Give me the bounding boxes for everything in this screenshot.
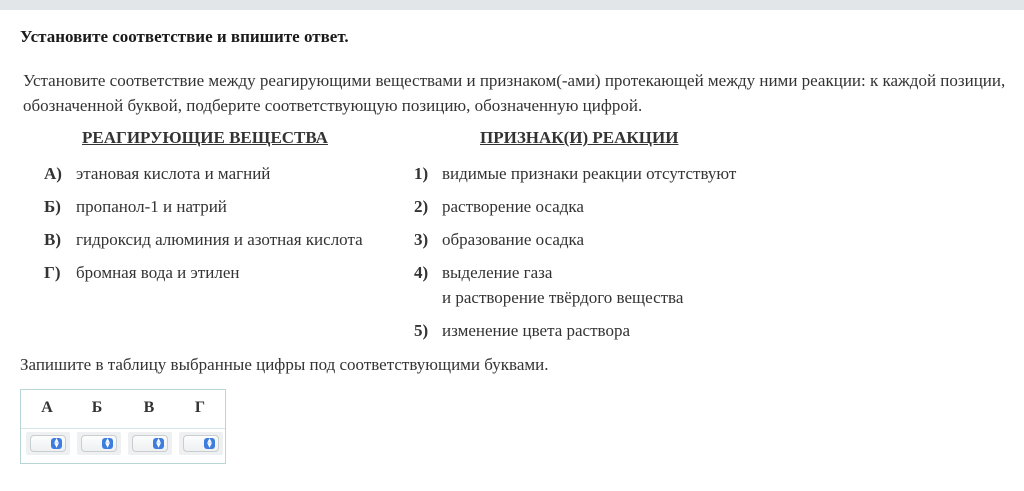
left-item-text: бромная вода и этилен xyxy=(76,263,240,282)
answer-table-divider xyxy=(21,428,225,429)
answer-column-letter-g: Г xyxy=(194,399,206,416)
answer-select-g[interactable] xyxy=(183,435,219,452)
answer-instruction: Запишите в таблицу выбранные цифры под соответствующими буквами. xyxy=(20,355,549,374)
right-item-text: растворение осадка xyxy=(442,197,584,216)
top-bar xyxy=(0,0,1024,10)
up-down-chevron-icon: ▲ ▼ xyxy=(102,438,113,449)
right-item-text: изменение цвета раствора xyxy=(442,321,630,340)
answer-select-a[interactable] xyxy=(30,435,66,452)
left-item-key: А) xyxy=(44,164,62,183)
answer-column-letter-a: А xyxy=(41,399,53,416)
up-down-chevron-icon: ▲ ▼ xyxy=(204,438,215,449)
right-item-key: 1) xyxy=(414,164,429,183)
right-item-key: 4) xyxy=(414,263,429,282)
up-down-chevron-icon: ▲ ▼ xyxy=(51,438,62,449)
left-item-text: пропанол-1 и натрий xyxy=(76,197,227,216)
left-item-key: В) xyxy=(44,230,61,249)
right-item-text: образование осадка xyxy=(442,230,585,249)
left-item-key: Б) xyxy=(44,197,61,216)
right-item-key: 5) xyxy=(414,321,429,340)
answer-select-b[interactable] xyxy=(81,435,117,452)
right-item-key: 2) xyxy=(414,197,429,216)
right-item-text: выделение газа xyxy=(442,263,553,282)
task-heading: Установите соответствие и впишите ответ. xyxy=(20,27,349,46)
answer-select-v[interactable] xyxy=(132,435,168,452)
answer-table xyxy=(20,389,226,464)
right-item-text: видимые признаки реакции отсутствуют xyxy=(442,164,737,183)
task-statement: Установите соответствие между реагирующими веществами и признаком(-ами) протекающей между ними реакции: к каждой позиции, обозначенной буквой, подберите соответствующую позицию, обозначенную цифрой. xyxy=(23,71,1006,115)
answer-column-letter-b: Б xyxy=(91,399,103,416)
left-item-text: этановая кислота и магний xyxy=(76,164,271,183)
left-item-text: гидроксид алюминия и азотная кислота xyxy=(76,230,363,249)
left-item-key: Г) xyxy=(44,263,61,282)
up-down-chevron-icon: ▲ ▼ xyxy=(153,438,164,449)
right-item-key: 3) xyxy=(414,230,429,249)
right-column-title: ПРИЗНАК(И) РЕАКЦИИ xyxy=(480,128,679,147)
right-item-text-continued: и растворение твёрдого вещества xyxy=(442,288,684,307)
answer-column-letter-v: В xyxy=(143,399,155,416)
left-column-title: РЕАГИРУЮЩИЕ ВЕЩЕСТВА xyxy=(82,128,328,147)
